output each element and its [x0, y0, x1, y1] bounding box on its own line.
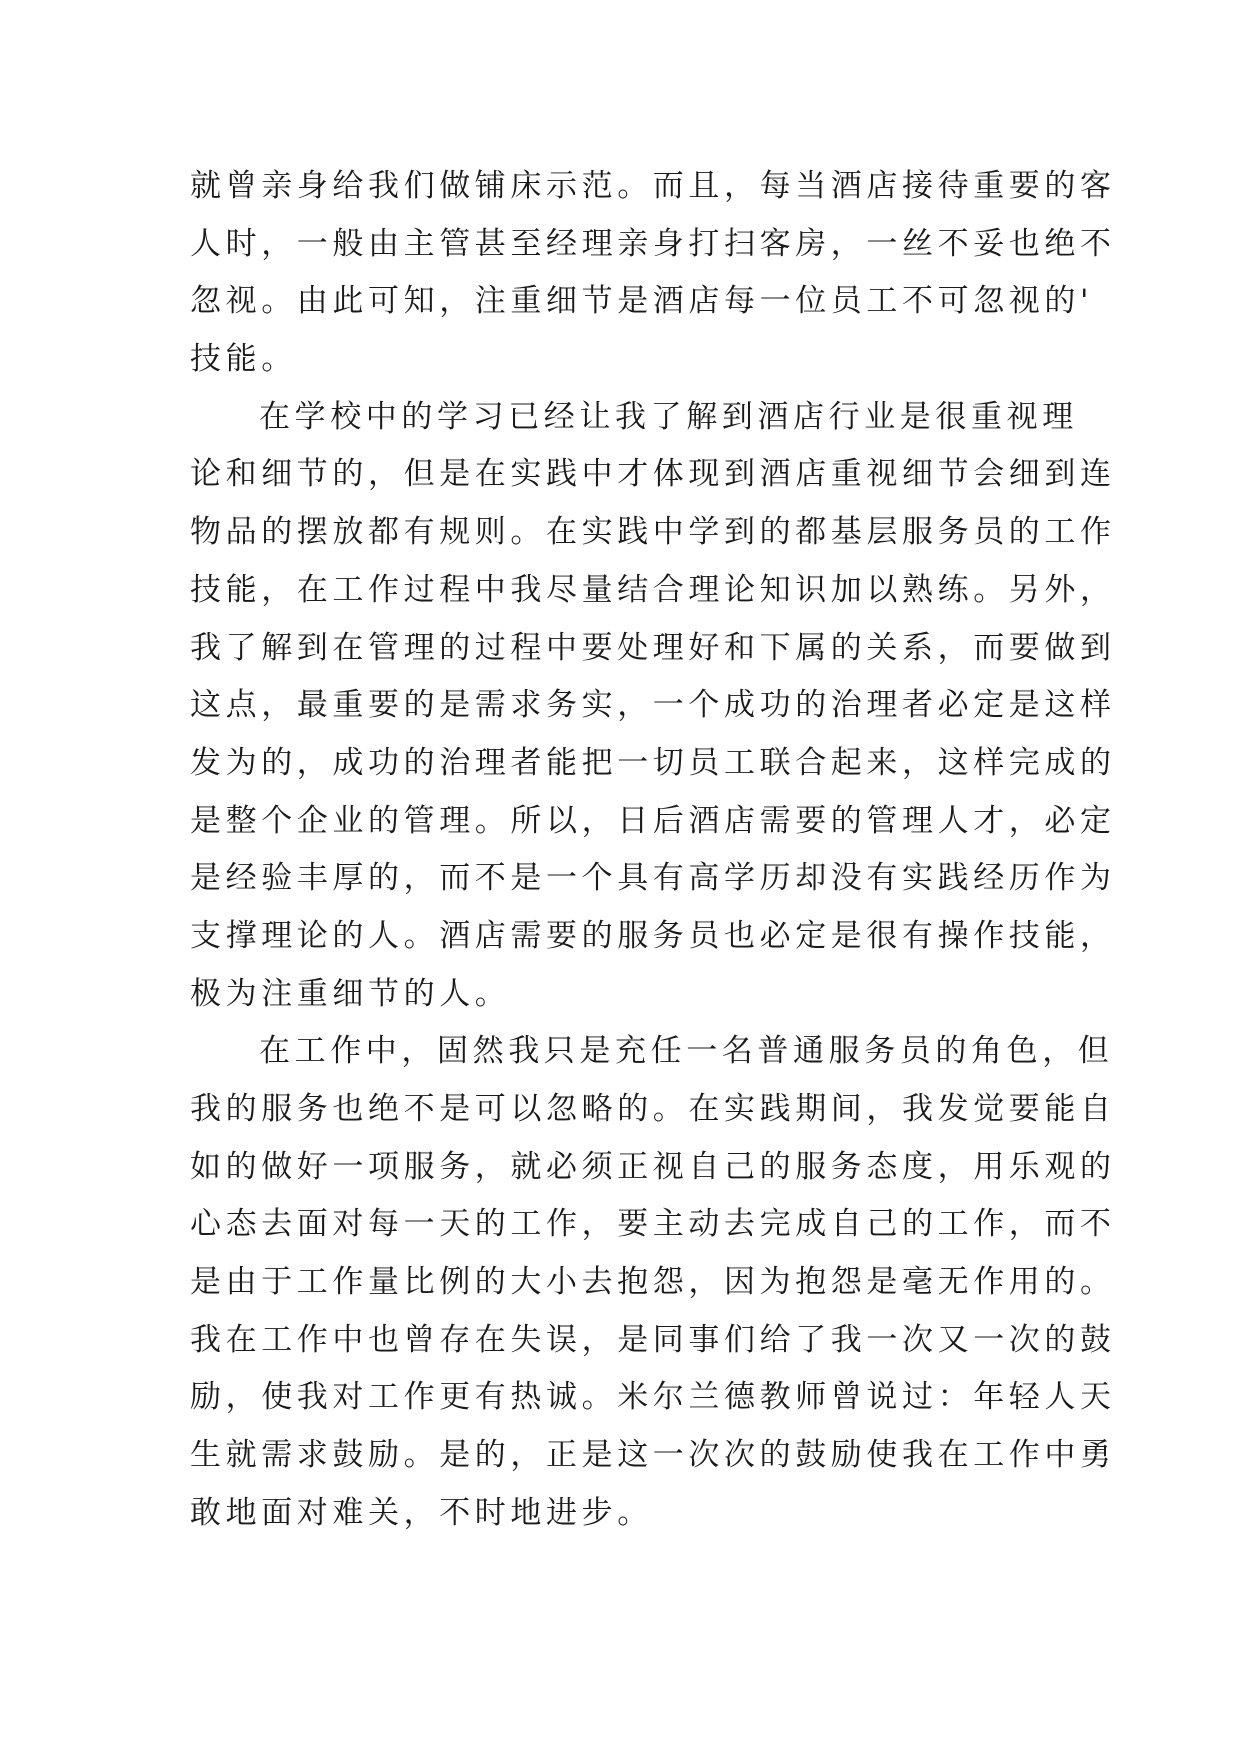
- text-line: 在学校中的学习已经让我了解到酒店行业是很重视理: [259, 398, 1078, 435]
- text-line: 论和细节的，但是在实践中才体现到酒店重视细节会细到连: [190, 456, 1116, 493]
- text-line: 我了解到在管理的过程中要处理好和下属的关系，而要做到: [190, 629, 1116, 666]
- text-line: 我在工作中也曾存在失误，是同事们给了我一次又一次的鼓: [190, 1321, 1116, 1358]
- text-line: 就曾亲身给我们做铺床示范。而且，每当酒店接待重要的客: [190, 168, 1116, 204]
- text-line: 极为注重细节的人。: [190, 975, 511, 1012]
- text-line: 如的做好一项服务，就必须正视自己的服务态度，用乐观的: [190, 1148, 1116, 1185]
- text-line: 忽视。由此可知，注重细节是酒店每一位员工不可忽视的': [190, 283, 1094, 320]
- text-line: 敢地面对难关，不时地进步。: [190, 1494, 653, 1531]
- text-line: 技能，在工作过程中我尽量结合理论知识加以熟练。另外，: [190, 571, 1116, 608]
- text-line: 支撑理论的人。酒店需要的服务员也必定是很有操作技能，: [190, 917, 1116, 954]
- text-line: 是经验丰厚的，而不是一个具有高学历却没有实践经历作为: [190, 860, 1116, 897]
- text-line: 是由于工作量比例的大小去抱怨，因为抱怨是毫无作用的。: [190, 1264, 1116, 1301]
- text-line: 心态去面对每一天的工作，要主动去完成自己的工作，而不: [190, 1206, 1116, 1243]
- text-line: 技能。: [190, 341, 297, 378]
- text-line: 在工作中，固然我只是充任一名普通服务员的角色，但: [259, 1033, 1114, 1070]
- document-body: [190, 158, 1116, 1543]
- text-line: 发为的，成功的治理者能把一切员工联合起来，这样完成的: [190, 744, 1116, 781]
- text-line: 生就需求鼓励。是的，正是这一次次的鼓励使我在工作中勇: [190, 1437, 1116, 1474]
- text-line: 物品的摆放都有规则。在实践中学到的都基层服务员的工作: [190, 514, 1116, 551]
- text-line: 这点，最重要的是需求务实，一个成功的治理者必定是这样: [190, 687, 1116, 724]
- text-line: 人时，一般由主管甚至经理亲身打扫客房，一丝不妥也绝不: [190, 225, 1116, 262]
- text-line: 励，使我对工作更有热诚。米尔兰德教师曾说过：年轻人天: [190, 1379, 1116, 1416]
- text-line: 我的服务也绝不是可以忽略的。在实践期间，我发觉要能自: [190, 1091, 1116, 1127]
- text-line: 是整个企业的管理。所以，日后酒店需要的管理人才，必定: [190, 802, 1116, 839]
